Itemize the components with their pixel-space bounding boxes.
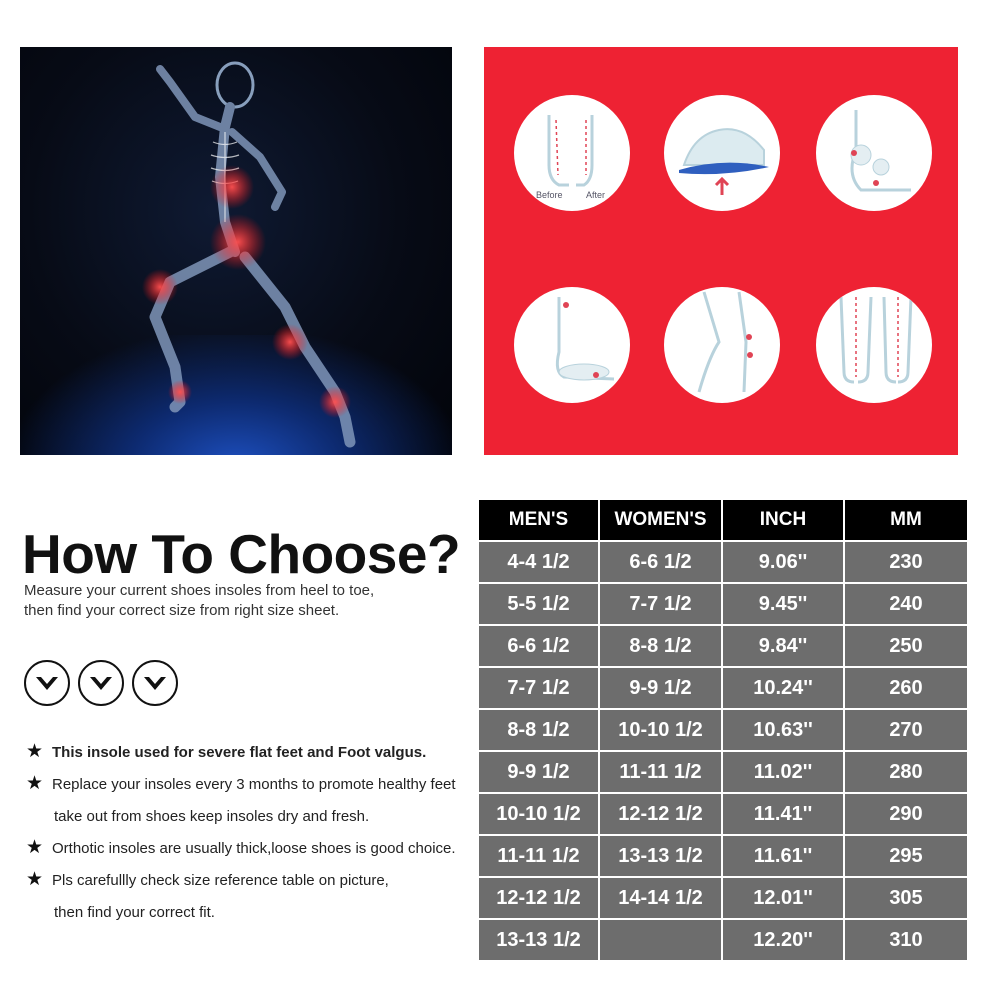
mens-size-cell: 9-9 1/2 bbox=[479, 752, 598, 792]
mm-cell: 305 bbox=[845, 878, 967, 918]
mm-cell: 260 bbox=[845, 668, 967, 708]
before-label: Before bbox=[536, 190, 563, 200]
column-header-inch: INCH bbox=[723, 500, 843, 540]
chevron-row bbox=[24, 660, 178, 706]
womens-size-cell: 6-6 1/2 bbox=[600, 542, 721, 582]
tip-text: then find your correct fit. bbox=[54, 904, 215, 921]
tip-text: Replace your insoles every 3 months to promote healthy feet bbox=[52, 776, 456, 793]
table-row bbox=[478, 710, 968, 752]
inch-cell: 12.20'' bbox=[723, 920, 843, 960]
womens-size-cell: 13-13 1/2 bbox=[600, 836, 721, 876]
knee-leg-diagram bbox=[664, 287, 780, 403]
inch-cell: 9.06'' bbox=[723, 542, 843, 582]
chevron-down-circle-icon bbox=[24, 660, 70, 706]
mens-size-cell: 6-6 1/2 bbox=[479, 626, 598, 666]
insole-arch-diagram bbox=[664, 95, 780, 211]
intro-line: Measure your current shoes insoles from heel to toe, bbox=[24, 582, 375, 599]
mm-cell: 230 bbox=[845, 542, 967, 582]
mens-size-cell: 5-5 1/2 bbox=[479, 584, 598, 624]
star-icon: ★ bbox=[26, 741, 44, 762]
womens-size-cell: 11-11 1/2 bbox=[600, 752, 721, 792]
mens-size-cell: 8-8 1/2 bbox=[479, 710, 598, 750]
tip-text: Orthotic insoles are usually thick,loose shoes is good choice. bbox=[52, 840, 456, 857]
tip-text: This insole used for severe flat feet and Foot valgus. bbox=[52, 744, 427, 761]
tip-item bbox=[26, 769, 476, 833]
inch-cell: 10.24'' bbox=[723, 668, 843, 708]
tips-list bbox=[26, 737, 476, 929]
size-reference-table bbox=[478, 500, 968, 962]
table-row bbox=[478, 878, 968, 920]
page-title: How To Choose? bbox=[22, 523, 461, 585]
table-row bbox=[478, 584, 968, 626]
table-row bbox=[478, 794, 968, 836]
womens-size-cell bbox=[600, 920, 721, 960]
table-body bbox=[478, 542, 968, 962]
mm-cell: 270 bbox=[845, 710, 967, 750]
womens-size-cell: 12-12 1/2 bbox=[600, 794, 721, 834]
mm-cell: 310 bbox=[845, 920, 967, 960]
tip-text: take out from shoes keep insoles dry and fresh. bbox=[54, 808, 370, 825]
womens-size-cell: 10-10 1/2 bbox=[600, 710, 721, 750]
inch-cell: 10.63'' bbox=[723, 710, 843, 750]
mens-size-cell: 11-11 1/2 bbox=[479, 836, 598, 876]
runner-skeleton-image bbox=[20, 47, 452, 455]
star-icon: ★ bbox=[26, 869, 44, 890]
womens-size-cell: 14-14 1/2 bbox=[600, 878, 721, 918]
tip-item bbox=[26, 833, 476, 865]
mm-cell: 290 bbox=[845, 794, 967, 834]
intro-line: then find your correct size from right size sheet. bbox=[24, 602, 340, 619]
mens-size-cell: 7-7 1/2 bbox=[479, 668, 598, 708]
after-label: After bbox=[586, 190, 606, 200]
table-header-row bbox=[478, 500, 968, 542]
star-icon: ★ bbox=[26, 773, 44, 794]
table-row bbox=[478, 542, 968, 584]
mens-size-cell: 13-13 1/2 bbox=[479, 920, 598, 960]
mens-size-cell: 12-12 1/2 bbox=[479, 878, 598, 918]
tip-item bbox=[26, 737, 476, 769]
tip-item bbox=[26, 865, 476, 929]
mm-cell: 240 bbox=[845, 584, 967, 624]
table-row bbox=[478, 752, 968, 794]
inch-cell: 11.61'' bbox=[723, 836, 843, 876]
chevron-down-circle-icon bbox=[78, 660, 124, 706]
foot-diagram-panel bbox=[484, 47, 958, 455]
mm-cell: 280 bbox=[845, 752, 967, 792]
inch-cell: 9.45'' bbox=[723, 584, 843, 624]
mm-cell: 250 bbox=[845, 626, 967, 666]
star-icon: ★ bbox=[26, 837, 44, 858]
womens-size-cell: 9-9 1/2 bbox=[600, 668, 721, 708]
inch-cell: 12.01'' bbox=[723, 878, 843, 918]
runner-figure-icon bbox=[20, 47, 452, 455]
chevron-down-circle-icon bbox=[132, 660, 178, 706]
mens-size-cell: 4-4 1/2 bbox=[479, 542, 598, 582]
table-row bbox=[478, 920, 968, 962]
table-row bbox=[478, 668, 968, 710]
leg-alignment-diagram bbox=[816, 287, 932, 403]
mm-cell: 295 bbox=[845, 836, 967, 876]
ankle-bones-diagram bbox=[816, 95, 932, 211]
womens-size-cell: 7-7 1/2 bbox=[600, 584, 721, 624]
inch-cell: 9.84'' bbox=[723, 626, 843, 666]
heel-pain-diagram bbox=[514, 287, 630, 403]
inch-cell: 11.41'' bbox=[723, 794, 843, 834]
inch-cell: 11.02'' bbox=[723, 752, 843, 792]
tip-text: Pls carefullly check size reference table on picture, bbox=[52, 872, 389, 889]
column-header-mens: MEN'S bbox=[479, 500, 598, 540]
column-header-womens: WOMEN'S bbox=[600, 500, 721, 540]
table-row bbox=[478, 836, 968, 878]
before-after-feet-diagram bbox=[514, 95, 630, 211]
intro-text bbox=[24, 581, 374, 621]
mens-size-cell: 10-10 1/2 bbox=[479, 794, 598, 834]
womens-size-cell: 8-8 1/2 bbox=[600, 626, 721, 666]
table-row bbox=[478, 626, 968, 668]
column-header-mm: MM bbox=[845, 500, 967, 540]
